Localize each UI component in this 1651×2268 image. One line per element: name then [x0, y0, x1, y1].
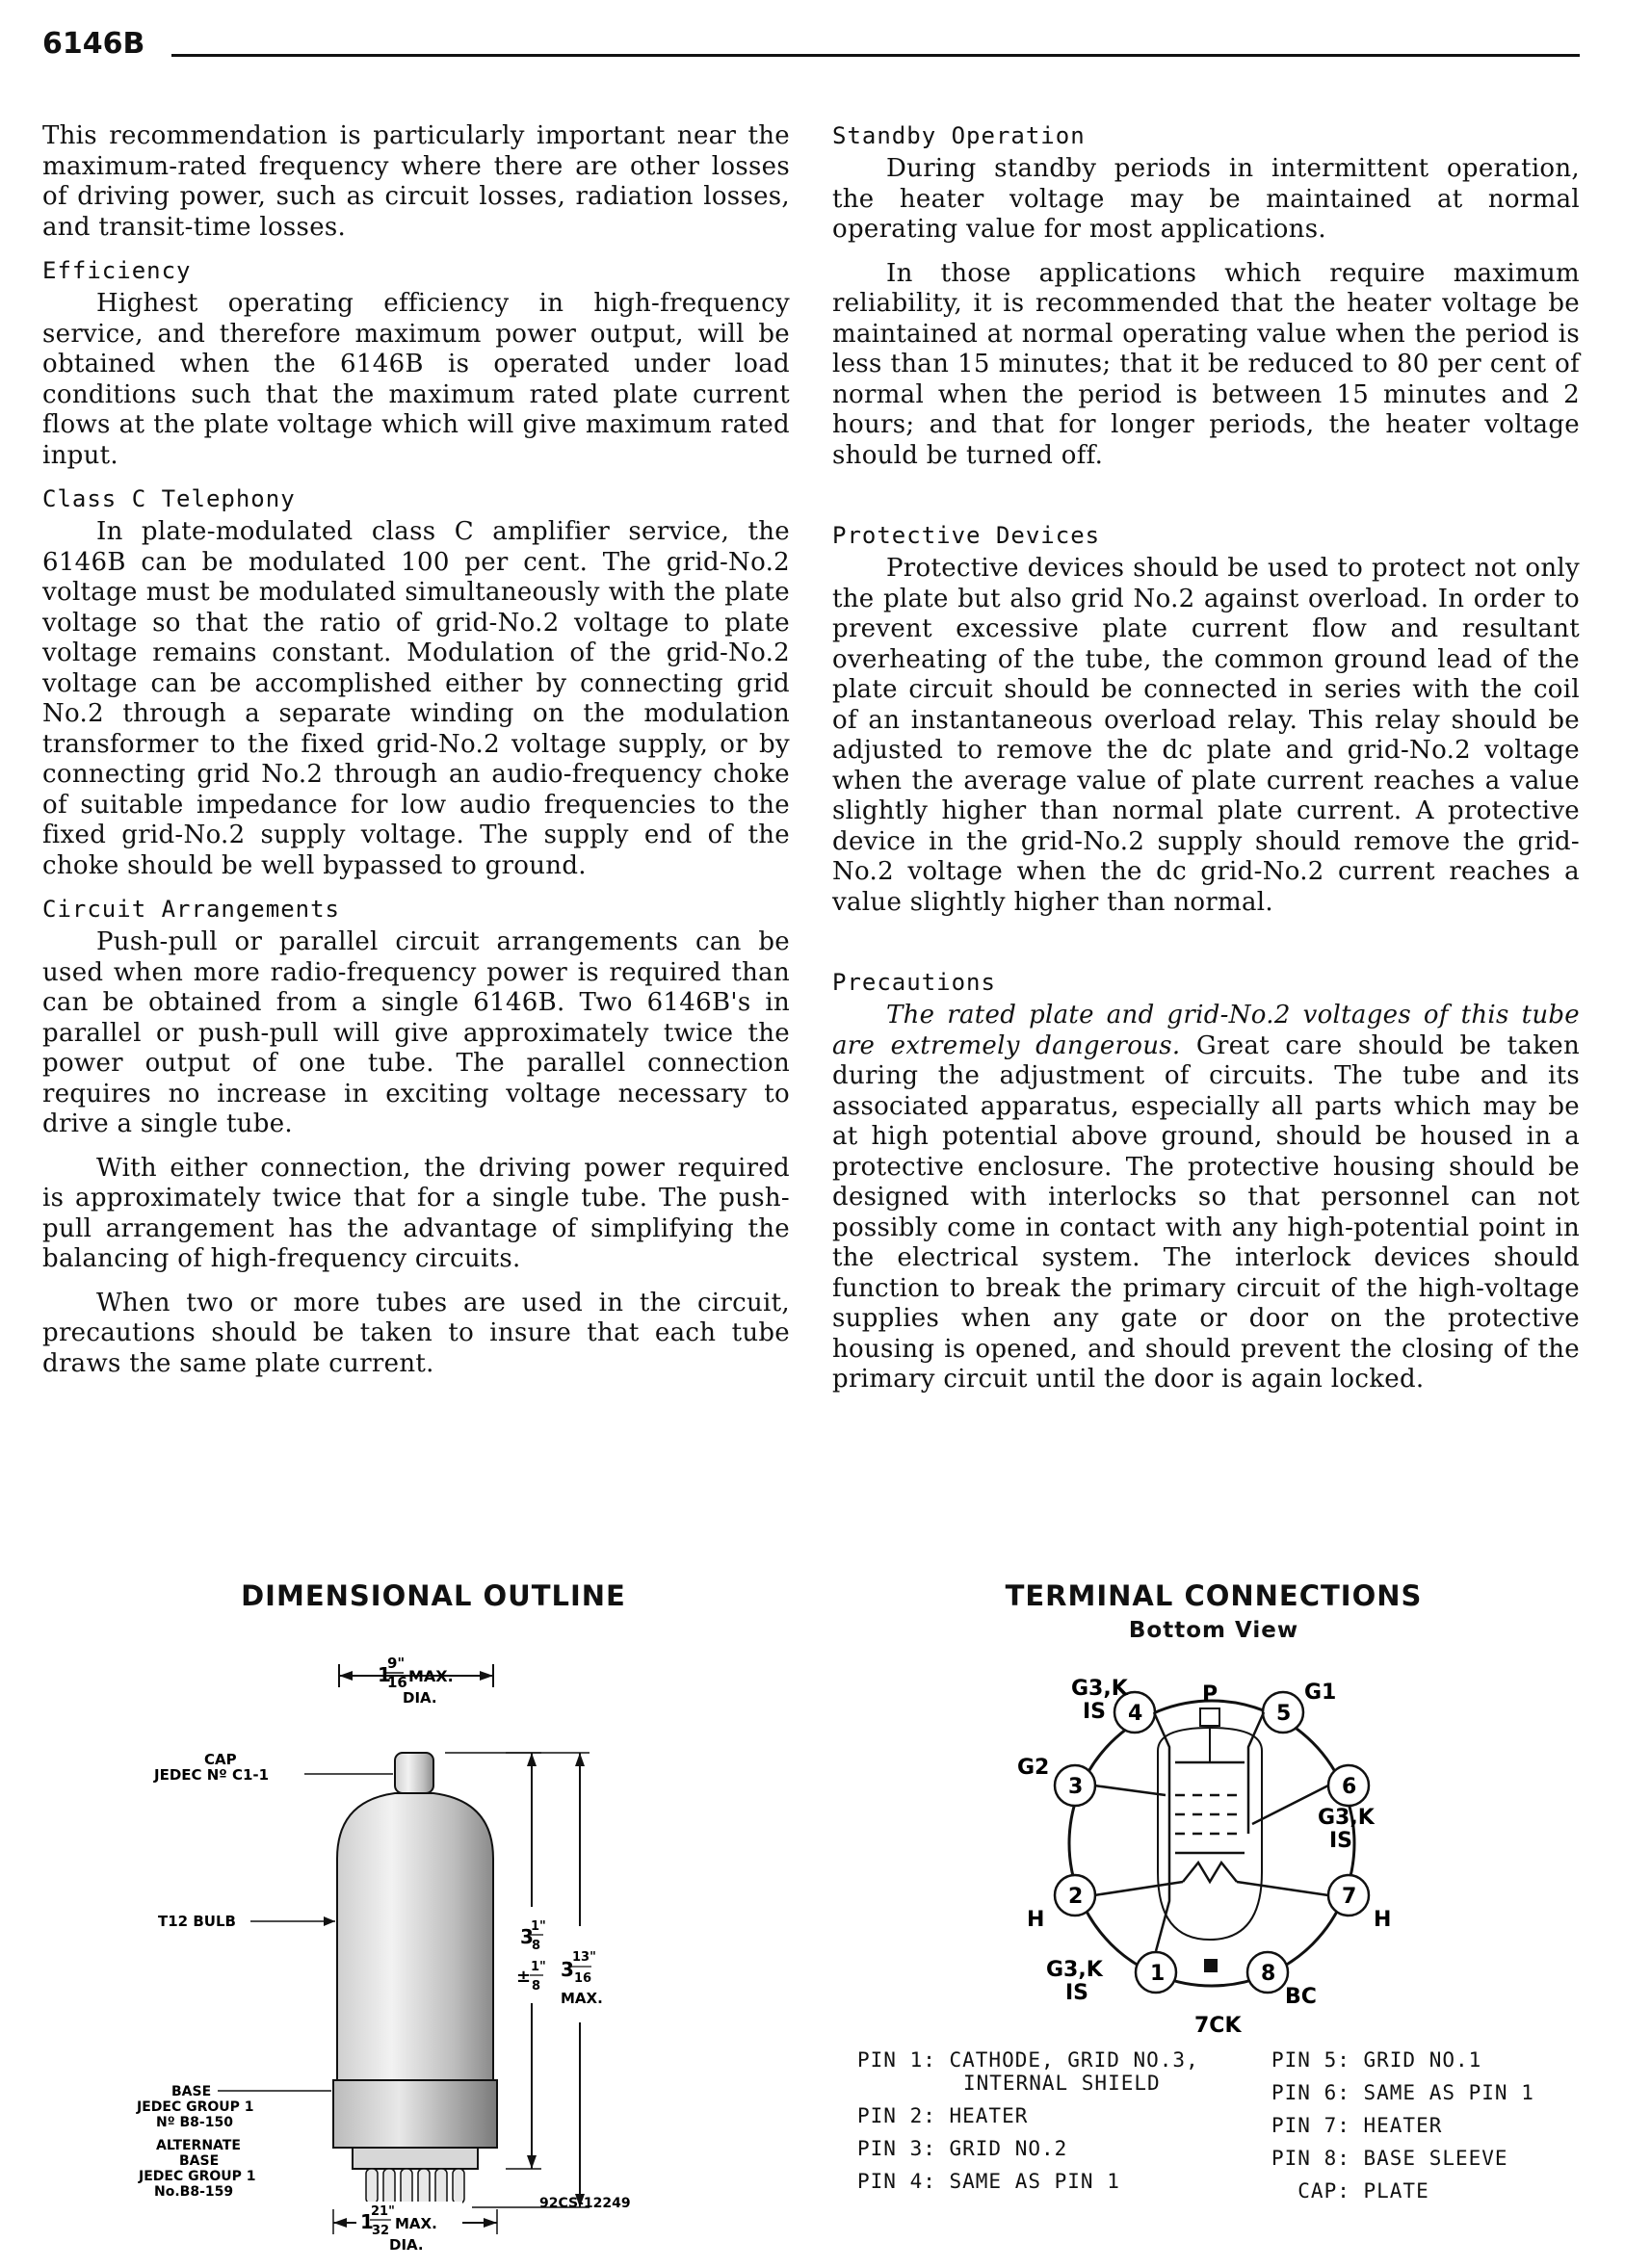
alt-jedec-group: JEDEC GROUP 1: [139, 2169, 256, 2184]
standby-heading: Standby Operation: [832, 122, 1086, 149]
circuit-heading: Circuit Arrangements: [42, 896, 340, 923]
intro-paragraph: This recommendation is particularly important near the maximum-rated frequency where there are other losses of driving power, such as circuit losses, radiation losses, and transit-time losses.: [42, 121, 790, 242]
dimensional-outline-figure: [135, 1579, 732, 2254]
precautions-text: Great care should be taken during the adjustment of circuits. The tube and its associated apparatus, especially all parts which may be at high potential above ground, should be housed in a protective enclosure. The protective housing should be designed with interlocks so that personnel can not possibly come in contact with any high-potential point in the electrical system. The interlock devices should function to break the primary circuit of the high-voltage supplies when any gate or door on the protective housing is opened, and should prevent the closing of the primary circuit until the door is again locked.: [832, 1030, 1580, 1394]
pin-circles: [1055, 1692, 1369, 1993]
basing-code: 7CK: [1194, 2014, 1242, 2038]
pin-legend-left: [857, 2044, 1271, 2198]
top-dim-whole: 1: [378, 1663, 391, 1686]
page-title: 6146B: [42, 27, 145, 61]
right-column: [832, 121, 1580, 1409]
pin-1-continuation: INTERNAL SHIELD: [963, 2072, 1161, 2095]
max-den: 16: [574, 1971, 592, 1986]
max-whole: 3: [561, 1958, 574, 1981]
pin-number-8: 8: [1261, 1962, 1276, 1986]
bulb-label: T12 BULB: [158, 1913, 236, 1930]
pin-6-text: PIN 6: SAME AS PIN 1: [1271, 2081, 1534, 2104]
pin-3-text: PIN 3: GRID NO.2: [857, 2137, 1068, 2160]
pin-number-7: 7: [1342, 1885, 1357, 1909]
left-column: [42, 121, 790, 1393]
tol-sign: ±: [516, 1967, 532, 1987]
protective-heading: Protective Devices: [832, 522, 1101, 549]
circuit-paragraph-3: When two or more tubes are used in the circuit, precautions should be taken to insure that each tube draws the same plate current.: [42, 1288, 790, 1378]
label-g1: G1: [1304, 1681, 1337, 1705]
standby-paragraph-1: During standby periods in intermittent operation, the heater voltage may be maintained at normal operating value for most applications.: [832, 154, 1580, 244]
efficiency-paragraph: Highest operating efficiency in high-frequency service, and therefore maximum power output, will be obtained when the 6146B is operated under load conditions such that the maximum rated plate current flows at the plate voltage which will give maximum rated input.: [42, 289, 790, 470]
max-label: MAX.: [561, 1990, 603, 2007]
standby-paragraph-2: In those applications which require maximum reliability, it is recommended that the heater voltage be maintained at normal operating value when the period is less than 15 minutes; that it be reduced to 80 per cent of normal when the period is between 15 minutes and 2 hours; and that for longer periods, the heater voltage should be turned off.: [832, 258, 1580, 470]
spacer: [832, 484, 1580, 511]
pin-1-text: PIN 1: CATHODE, GRID NO.3,: [857, 2048, 1199, 2072]
precautions-warning: The rated plate and grid-No.2 voltages of this tube are extremely dangerous.: [832, 1001, 1580, 1060]
pin-7-text: PIN 7: HEATER: [1271, 2114, 1443, 2137]
cap-jedec-label: JEDEC Nº C1-1: [154, 1766, 270, 1784]
bot-dim-num: 21": [371, 2204, 395, 2219]
cap-label: CAP: [204, 1751, 237, 1768]
circuit-paragraph-2: With either connection, the driving power required is approximately twice that for a single tube. The push-pull arrangement has the advantage of simplifying the balancing of high-frequency circuits.: [42, 1153, 790, 1273]
pin-number-3: 3: [1068, 1775, 1084, 1799]
tube-symbol: [1094, 1712, 1328, 1951]
top-dim-num: 9": [387, 1655, 406, 1672]
page-header: [42, 27, 1580, 65]
pin-legend-right: [1271, 2044, 1580, 2207]
base-label: BASE: [171, 2084, 212, 2099]
height-whole: 3: [520, 1925, 534, 1948]
efficiency-heading: Efficiency: [42, 257, 192, 284]
base-number: Nº B8-150: [156, 2115, 233, 2130]
class-c-heading: Class C Telephony: [42, 485, 296, 512]
tube-outline-drawing: [135, 1618, 732, 2254]
label-plate: P: [1202, 1682, 1219, 1707]
bot-dim-whole: 1: [360, 2210, 374, 2233]
pin-5-text: PIN 5: GRID NO.1: [1271, 2048, 1482, 2072]
pin-number-4: 4: [1128, 1702, 1143, 1726]
bot-dim-suffix: MAX.: [395, 2215, 437, 2232]
base-jedec-group: JEDEC GROUP 1: [137, 2099, 254, 2115]
header-rule: [171, 54, 1580, 57]
label-g3k-pin1: G3,K: [1046, 1958, 1103, 1982]
circuit-paragraph-1: Push-pull or parallel circuit arrangements can be used when more radio-frequency power is required than can be obtained from a single 6146B. Two 6146B's in parallel or push-pull will give approximately twice the power output of one tube. The parallel connection requires no increase in exciting voltage necessary to drive a single tube.: [42, 927, 790, 1138]
label-heater-pin7: H: [1374, 1908, 1392, 1932]
label-g2: G2: [1017, 1756, 1050, 1780]
pin-8-text: PIN 8: BASE SLEEVE: [1271, 2147, 1508, 2170]
terminal-connections-title: TERMINAL CONNECTIONS: [1005, 1579, 1423, 1612]
pin-2-text: PIN 2: HEATER: [857, 2104, 1029, 2127]
pin-4-text: PIN 4: SAME AS PIN 1: [857, 2170, 1120, 2193]
precautions-paragraph: [832, 1001, 1580, 1395]
label-base-sleeve: BC: [1285, 1985, 1317, 2009]
top-dim-suffix: MAX.: [408, 1667, 454, 1685]
alt-base-word: BASE: [179, 2153, 220, 2169]
class-c-paragraph: In plate-modulated class C amplifier service, the 6146B can be modulated 100 per cent. The grid-No.2 voltage must be modulated simultaneously with the plate voltage so that the ratio of grid-No.2 voltage to plate voltage remains constant. Modulation of the grid-No.2 voltage can be accomplished either by connecting grid No.2 through a separate winding on the modulation transformer to the fixed grid-No.2 voltage supply, or by connecting grid No.2 through an audio-frequency choke of suitable impedance for low audio frequencies to the fixed grid-No.2 supply voltage. The supply end of the choke should be well bypassed to ground.: [42, 517, 790, 880]
label-is-pin6: IS: [1329, 1829, 1353, 1853]
pin-number-6: 6: [1342, 1775, 1357, 1799]
max-num: 13": [572, 1950, 596, 1965]
label-g3k-pin6: G3,K: [1318, 1806, 1375, 1830]
bot-dim-dia: DIA.: [389, 2236, 424, 2254]
pin-number-2: 2: [1068, 1885, 1084, 1909]
drawing-number: 92CS-12249: [539, 2196, 631, 2211]
label-g3k-pin4: G3,K: [1071, 1677, 1128, 1701]
dimensional-outline-title: DIMENSIONAL OUTLINE: [241, 1579, 626, 1612]
basing-diagram: [848, 1651, 1580, 2036]
tol-den: 8: [532, 1979, 541, 1994]
pin-legend: [848, 2044, 1580, 2207]
top-dim-den: 16: [387, 1674, 407, 1691]
cap-text: CAP: PLATE: [1271, 2179, 1429, 2203]
label-is-pin1: IS: [1065, 1981, 1089, 2005]
alt-base-number: No.B8-159: [154, 2184, 234, 2200]
bottom-view-subtitle: Bottom View: [1128, 1618, 1299, 1643]
label-heater-pin2: H: [1027, 1908, 1045, 1932]
alt-base-label: ALTERNATE: [156, 2138, 241, 2153]
top-dim-dia: DIA.: [403, 1689, 437, 1707]
bot-dim-den: 32: [372, 2224, 390, 2238]
label-is-pin4: IS: [1083, 1700, 1107, 1724]
pin-number-5: 5: [1276, 1702, 1292, 1726]
spacer: [832, 931, 1580, 958]
pin-number-1: 1: [1150, 1962, 1166, 1986]
protective-paragraph: Protective devices should be used to protect not only the plate but also grid No.2 against overload. In order to prevent excessive plate current flow and resultant overheating of the tube, the common ground lead of the plate circuit should be connected in series with the coil of an instantaneous overload relay. This relay should be adjusted to remove the dc plate and grid-No.2 voltage when the average value of plate current reaches a value slightly higher than normal plate current. A protective device in the grid-No.2 supply should remove the grid-No.2 voltage when the dc grid-No.2 current reaches a value slightly higher than normal.: [832, 554, 1580, 917]
precautions-heading: Precautions: [832, 969, 996, 996]
tol-num: 1": [531, 1960, 546, 1974]
height-den: 8: [532, 1939, 541, 1953]
height-num: 1": [531, 1919, 546, 1934]
